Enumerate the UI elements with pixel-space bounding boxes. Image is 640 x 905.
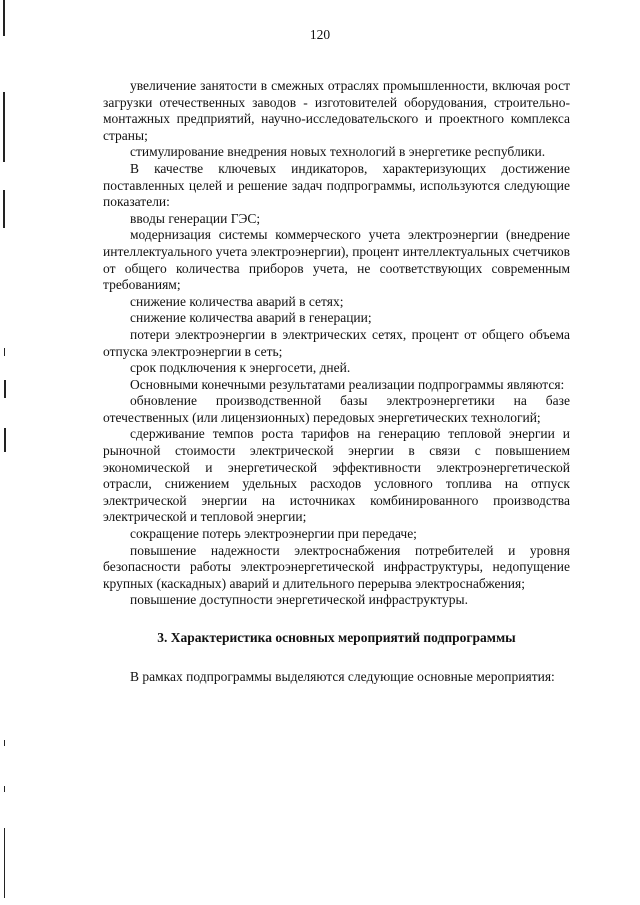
page-number: 120	[309, 27, 331, 42]
document-body	[103, 78, 570, 685]
paragraph: повышение доступности энергетической инфраструктуры.	[130, 592, 469, 608]
scan-margin-mark	[3, 92, 5, 162]
paragraph: потери электроэнергии в электрических сетях, процент от общего объема отпуска электроэнергии в сеть;	[103, 326, 570, 359]
paragraph: снижение количества аварий в генерации;	[130, 310, 372, 326]
paragraph: снижение количества аварий в сетях;	[130, 293, 344, 309]
paragraph: увеличение занятости в смежных отраслях промышленности, включая рост загрузки отечественных заводов - изготовителей оборудования, строительно-монтажных предприятий, научно-исследовательского и проектного комплекса страны;	[103, 78, 570, 143]
paragraph: срок подключения к энергосети, дней.	[130, 360, 351, 376]
paragraph: стимулирование внедрения новых технологий в энергетике республики.	[130, 144, 546, 160]
scan-margin-mark	[4, 428, 6, 452]
paragraph: обновление производственной базы электроэнергетики на базе отечественных (или лицензионных) передовых энергетических технологий;	[103, 393, 570, 425]
scan-margin-mark	[4, 828, 5, 898]
scan-margin-mark	[4, 740, 5, 746]
paragraph: сдерживание темпов роста тарифов на генерацию тепловой энергии и рыночной стоимости электрической энергии в связи с повышением экономической и энергетической эффективности электроэнергетической отрасли, снижением удельных расходов условного топлива на отпуск электрической энергии на источниках комбинированного производства электрической и тепловой энергии;	[103, 426, 570, 525]
paragraphs-after-heading	[103, 669, 570, 686]
paragraph: сокращение потерь электроэнергии при передаче;	[130, 526, 417, 542]
paragraph: модернизация системы коммерческого учета электроэнергии (внедрение интеллектуального учета электроэнергии), процент интеллектуальных счетчиков от общего количества приборов учета, не соответствующих современным требованиям;	[103, 227, 570, 293]
paragraph: вводы генерации ГЭС;	[130, 210, 261, 226]
section-heading: 3. Характеристика основных мероприятий подпрограммы	[157, 630, 516, 645]
scan-margin-mark	[4, 380, 6, 398]
scan-margin-mark	[4, 786, 5, 792]
paragraph: В рамках подпрограммы выделяются следующие основные мероприятия:	[130, 668, 555, 684]
scan-margin-mark	[3, 190, 5, 228]
paragraph: В качестве ключевых индикаторов, характеризующих достижение поставленных целей и решение задач подпрограммы, используются следующие показатели:	[103, 160, 570, 210]
paragraphs-before-heading	[103, 78, 570, 609]
scan-margin-mark	[4, 348, 5, 356]
paragraph: Основными конечными результатами реализации подпрограммы являются:	[130, 376, 565, 392]
paragraph: повышение надежности электроснабжения потребителей и уровня безопасности работы электроэнергетической инфраструктуры, недопущение крупных (каскадных) аварий и длительного перерыва электроснабжения;	[103, 542, 570, 591]
